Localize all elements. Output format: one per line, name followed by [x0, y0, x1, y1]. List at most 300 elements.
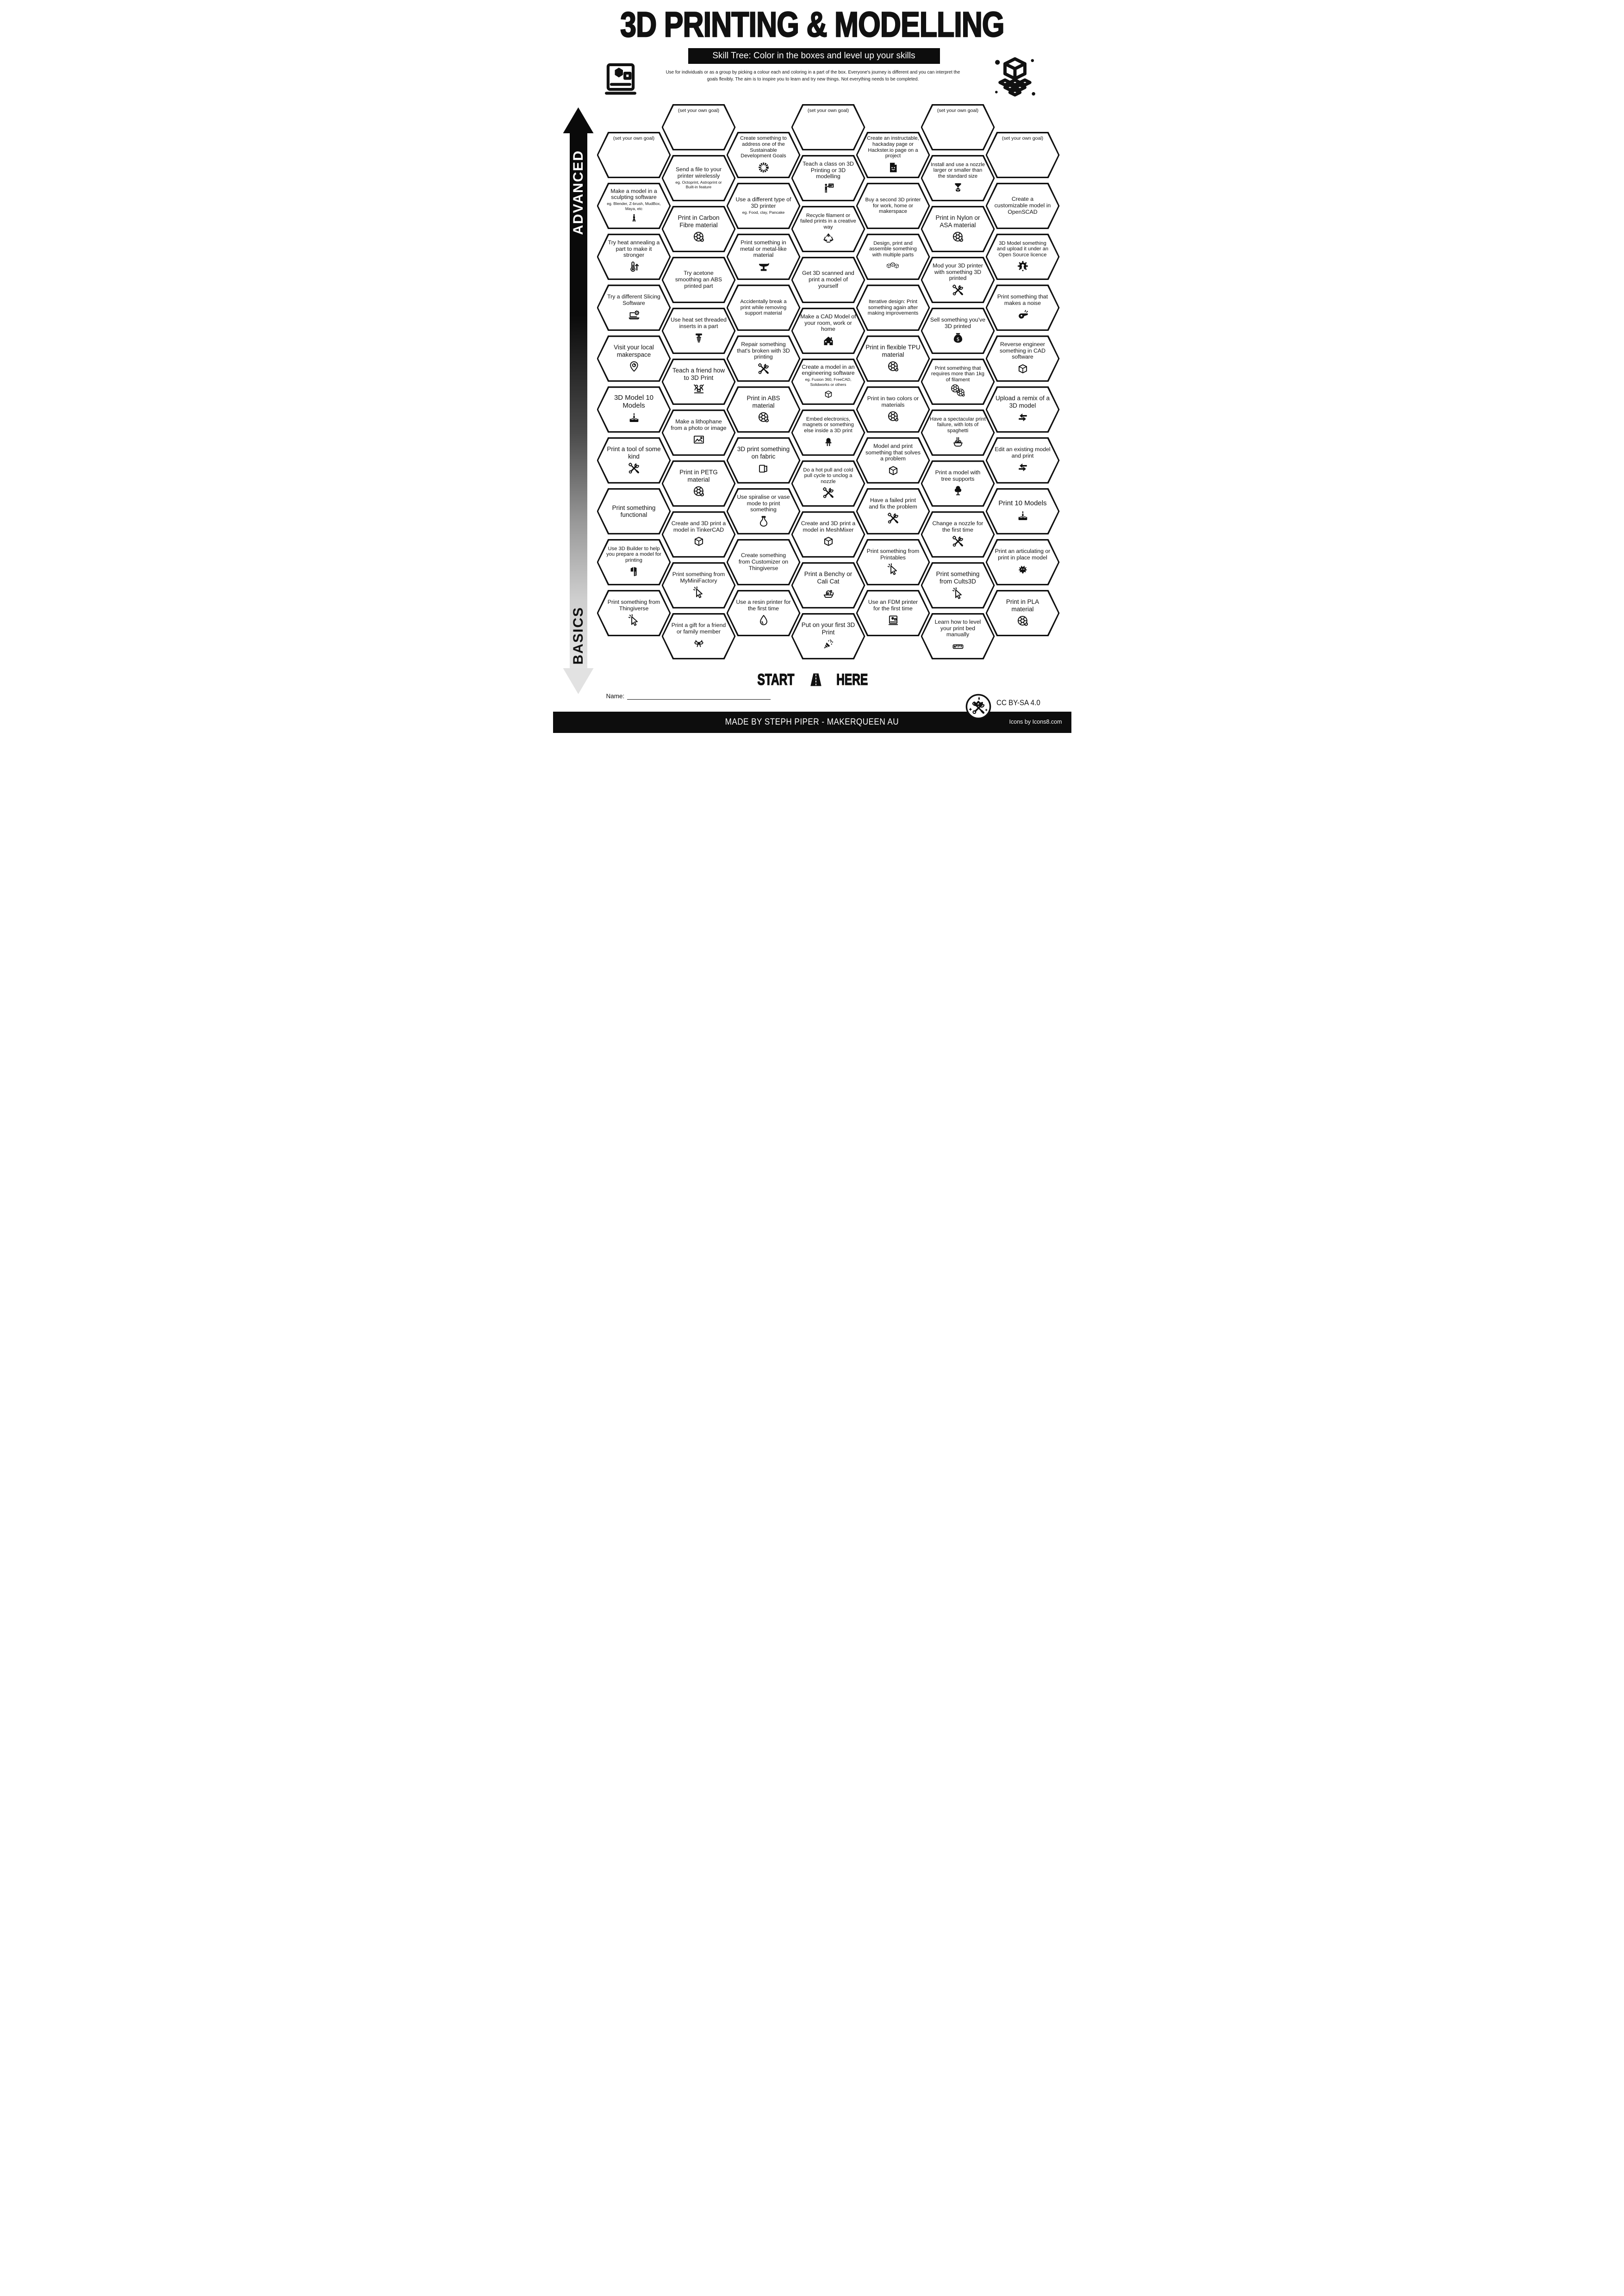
hex-content: [735, 134, 792, 176]
hex-use-a-different-type-of-3d-printer[interactable]: [727, 183, 801, 229]
photo-icon: [692, 433, 706, 447]
hex-print-a-model-with-tree-supports[interactable]: [921, 460, 995, 507]
hex-content: [930, 259, 986, 301]
hex-title: (set your own goal): [678, 108, 720, 113]
hex-title: Put on your first 3D Print: [801, 621, 855, 636]
hex-print-in-petg-material[interactable]: [662, 460, 736, 507]
recycle-icon: [821, 231, 835, 245]
tools-icon: [951, 283, 965, 297]
hex-title: Learn how to level your print bed manually: [934, 618, 981, 638]
made-by: MADE BY STEPH PIPER - MAKERQUEEN AU: [725, 717, 899, 727]
hex-content: [800, 259, 857, 301]
dragon-icon: [1016, 562, 1030, 576]
hex-print-something-from-printables[interactable]: [856, 539, 930, 585]
hex-title: Print a Benchy or Cali Cat: [804, 571, 852, 585]
spool-icon: [951, 230, 965, 244]
hex-teach-a-class-on-3d-printing-or-3d-modelli[interactable]: [791, 155, 865, 201]
hex-print-something-from-cults3d[interactable]: [921, 562, 995, 608]
hex-title: Use a resin printer for the first time: [736, 598, 791, 612]
nozzle-icon: [951, 180, 965, 194]
hex-subtitle: eg. Blender, Z-brush, MudBox, Maya, etc: [607, 201, 661, 211]
hex-title: Teach a friend how to 3D Print: [672, 367, 725, 381]
intro-text: Use for individuals or as a group by picking a colour each and coloring in a part of the box. Everyone's journey is different and you can interpret the goals flexibly. The aim is to inspire you to learn and try new things. Not everything needs to be completed.: [666, 70, 960, 82]
hex-title: Use spiralise or vase mode to print something: [737, 493, 790, 513]
vase-icon: [757, 515, 771, 528]
hex-have-a-failed-print-and-fix-the-problem[interactable]: [856, 488, 930, 534]
hex-content: [930, 615, 986, 657]
hex-content: [995, 338, 1051, 379]
hex-3d-print-something-on-fabric[interactable]: [727, 437, 801, 484]
tools-icon: [951, 534, 965, 548]
hex-title: Have a spectacular print failure, with lots of spaghetti: [930, 416, 986, 434]
hex-visit-your-local-makerspace[interactable]: [597, 335, 671, 382]
hex-content: [995, 389, 1051, 430]
remix-icon: [1016, 460, 1030, 474]
hex-content: [995, 236, 1051, 278]
hex-title: Print a model with tree supports: [935, 469, 981, 482]
screw-icon: [692, 331, 706, 345]
hex-install-and-use-a-nozzle-larger-or-smaller[interactable]: [921, 155, 995, 201]
hex-content: [995, 185, 1051, 227]
hex-get-3d-scanned-and-print-a-model-of-yourse[interactable]: [791, 257, 865, 303]
hex-title: Use 3D Builder to help you prepare a model for printing: [606, 546, 661, 563]
name-row: [606, 692, 771, 700]
hex-try-a-different-slicing-software[interactable]: [597, 285, 671, 331]
hex-set-your-own-goal[interactable]: [986, 132, 1060, 178]
cursor-icon: [692, 585, 706, 599]
hex-content: [865, 236, 921, 278]
hex-title: Print something that requires more than 1kg of filament: [931, 365, 985, 383]
hex-content: [865, 338, 921, 379]
fabric-icon: [757, 461, 771, 475]
hex-content: [865, 287, 921, 329]
led-icon: [821, 435, 835, 449]
hex-content: [671, 615, 727, 657]
hex-content: [995, 134, 1051, 176]
osgear-icon: [1016, 259, 1030, 273]
hex-content: [671, 157, 727, 199]
hex-content: [735, 490, 792, 532]
hex-title: Iterative design: Print something again after making improvements: [867, 299, 919, 316]
presenter-icon: [821, 181, 835, 195]
hex-print-something-from-thingiverse[interactable]: [597, 590, 671, 636]
hex-print-in-pla-material[interactable]: [986, 590, 1060, 636]
hex-content: [930, 310, 986, 352]
cube-icon: [1016, 362, 1030, 376]
hex-upload-a-remix-of-a-3d-model[interactable]: [986, 386, 1060, 433]
hex-content: [800, 310, 857, 352]
hex-content: [865, 490, 921, 532]
hex-content: [606, 236, 662, 278]
hex-content: [606, 490, 662, 532]
hex-content: [606, 185, 662, 227]
hex-set-your-own-goal[interactable]: [791, 104, 865, 150]
hex-make-a-lithophane-from-a-photo-or-image[interactable]: [662, 410, 736, 456]
hex-content: [671, 361, 727, 403]
spool-icon: [886, 360, 900, 373]
hex-title: 3D Model something and upload it under an Open Source licence: [996, 240, 1049, 258]
hex-title: Change a nozzle for the first time: [932, 520, 983, 533]
pin-icon: [627, 360, 641, 373]
hex-title: Get 3D scanned and print a model of yourself: [802, 270, 854, 289]
hex-title: Create a model in an engineering software: [802, 363, 855, 377]
hex-print-in-nylon-or-asa-material[interactable]: [921, 206, 995, 252]
hex-try-acetone-smoothing-an-abs-printed-part[interactable]: [662, 257, 736, 303]
spools-icon: [951, 384, 965, 398]
hex-content: [606, 592, 662, 634]
hex-teach-a-friend-how-to-3d-print[interactable]: [662, 359, 736, 405]
hex-title: Design, print and assemble something with multiple parts: [869, 240, 917, 258]
hex-3d-model-something-and-upload-it-under-an-[interactable]: [986, 234, 1060, 280]
hex-title: Try acetone smoothing an ABS printed part: [675, 270, 722, 289]
hex-content: [606, 287, 662, 329]
hex-title: Embed electronics, magnets or something else inside a 3D print: [803, 416, 854, 434]
hex-content: [671, 565, 727, 606]
hex-content: [930, 412, 986, 453]
hex-title: Have a failed print and fix the problem: [869, 496, 917, 510]
hex-title: Use an FDM printer for the first time: [868, 598, 918, 612]
statue-icon: [628, 213, 640, 224]
hex-title: Try a different Slicing Software: [607, 293, 660, 306]
hex-create-something-to-address-one-of-the-sus[interactable]: [727, 132, 801, 178]
hex-content: [865, 592, 921, 634]
hex-title: (set your own goal): [807, 108, 849, 113]
hex-buy-a-second-3d-printer-for-work-home-or-m[interactable]: [856, 183, 930, 229]
hex-title: Print something that makes a noise: [997, 293, 1048, 306]
hex-print-something-from-myminifactory[interactable]: [662, 562, 736, 608]
hex-content: [865, 134, 921, 176]
hex-have-a-spectacular-print-failure-with-lots[interactable]: [921, 410, 995, 456]
hex-set-your-own-goal[interactable]: [921, 104, 995, 150]
hex-use-3d-builder-to-help-you-prepare-a-model[interactable]: [597, 539, 671, 585]
hex-title: Use heat set threaded inserts in a part: [671, 316, 727, 329]
teach-icon: [692, 383, 706, 397]
hex-content: [671, 259, 727, 301]
hex-content: [800, 565, 857, 606]
hex-title: Create and 3D print a model in TinkerCAD: [671, 520, 726, 533]
hex-title: 3D Model 10 Models: [614, 393, 654, 410]
hex-title: (set your own goal): [613, 136, 655, 141]
hex-title: 3D print something on fabric: [737, 446, 790, 460]
spool-icon: [886, 410, 900, 423]
hex-content: [930, 463, 986, 504]
hex-content: [995, 490, 1051, 532]
hex-content: [735, 440, 792, 481]
hex-title: Print in Carbon Fibre material: [678, 214, 720, 229]
hex-repair-something-that-s-broken-with-3d-pri[interactable]: [727, 335, 801, 382]
hex-use-a-resin-printer-for-the-first-time[interactable]: [727, 590, 801, 636]
hex-content: [735, 389, 792, 430]
hex-print-10-models[interactable]: [986, 488, 1060, 534]
hex-title: Create a customizable model in OpenSCAD: [994, 196, 1051, 215]
hex-content: [995, 592, 1051, 634]
hex-content: [800, 361, 857, 403]
hex-title: Make a CAD Model of your room, work or home: [800, 313, 856, 333]
start-here: [553, 669, 1071, 690]
droplet-icon: [757, 613, 771, 627]
hex-subtitle: eg. Fusion 360, FreeCAD, Solidworks or others: [805, 377, 852, 387]
hex-content: [930, 361, 986, 403]
spool-icon: [1016, 614, 1030, 628]
hex-title: Install and use a nozzle larger or smaller than the standard size: [931, 161, 985, 179]
cube-icon: [886, 464, 900, 478]
hex-title: Print something from MyMiniFactory: [672, 571, 725, 584]
start-label: START: [757, 670, 795, 689]
cursor-icon: [951, 586, 965, 600]
hex-content: [865, 389, 921, 430]
hex-content: [735, 185, 792, 227]
hex-content: [930, 565, 986, 606]
hex-content: [930, 514, 986, 555]
spool-icon: [757, 410, 771, 424]
hex-title: Sell something you've 3D printed: [930, 316, 986, 329]
cake-icon: [1016, 509, 1030, 523]
hex-sell-something-you-ve-3d-printed[interactable]: [921, 308, 995, 354]
anvil-icon: [757, 260, 771, 274]
hex-make-a-model-in-a-sculpting-software[interactable]: [597, 183, 671, 229]
hex-title: Use a different type of 3D printer: [735, 196, 791, 210]
hex-send-a-file-to-your-printer-wirelessly[interactable]: [662, 155, 736, 201]
hex-print-a-gift-for-a-friend-or-family-member[interactable]: [662, 613, 736, 659]
spaghetti-icon: [951, 435, 965, 449]
cursor-icon: [627, 613, 641, 627]
page-title: 3D PRINTING & MODELLING: [620, 5, 1004, 44]
hex-change-a-nozzle-for-the-first-time[interactable]: [921, 511, 995, 558]
hex-content: [671, 208, 727, 250]
hex-print-in-abs-material[interactable]: [727, 386, 801, 433]
hex-print-something-in-metal-or-metal-like-mat[interactable]: [727, 234, 801, 280]
hex-title: Visit your local makerspace: [614, 344, 654, 358]
hex-content: [800, 514, 857, 555]
slicer-icon: [627, 308, 641, 322]
road-icon: [807, 669, 825, 690]
hex-title: Create something to address one of the Sustainable Development Goals: [740, 136, 787, 159]
whistle-icon: [1016, 308, 1030, 322]
name-label: Name:: [606, 693, 625, 700]
hex-content: [735, 338, 792, 379]
hex-title: Send a file to your printer wirelessly: [675, 166, 722, 179]
hex-model-and-print-something-that-solves-a-pr[interactable]: [856, 437, 930, 484]
hex-try-heat-annealing-a-part-to-make-it-stron[interactable]: [597, 234, 671, 280]
subtitle-bar: [688, 48, 940, 64]
tools-icon: [757, 362, 771, 376]
hex-content: [995, 287, 1051, 329]
hex-create-an-instructable-hackaday-page-or-ha[interactable]: [856, 132, 930, 178]
hex-content: [606, 541, 662, 583]
hex-design-print-and-assemble-something-with-m[interactable]: [856, 234, 930, 280]
hex-title: Edit an existing model and print: [995, 446, 1051, 459]
hex-3d-model-10-models[interactable]: [597, 386, 671, 433]
hex-title: Print in two colors or materials: [867, 395, 919, 408]
sdg-icon: [757, 161, 771, 174]
hex-title: Print in PETG material: [679, 469, 718, 483]
hex-content: [995, 541, 1051, 583]
hex-content: [800, 106, 857, 148]
subtitle-text: Skill Tree: Color in the boxes and level up your skills: [712, 51, 915, 61]
hex-title: Create and 3D print a model in MeshMixer: [801, 520, 856, 533]
fdm-icon: [886, 613, 900, 627]
hex-use-an-fdm-printer-for-the-first-time[interactable]: [856, 590, 930, 636]
benchy-icon: [821, 586, 835, 600]
hex-create-and-3d-print-a-model-in-tinkercad[interactable]: [662, 511, 736, 558]
cube-icon: [821, 534, 835, 548]
hex-content: [671, 310, 727, 352]
hex-title: Reverse engineer something in CAD software: [999, 341, 1046, 360]
license-label: CC BY-SA 4.0: [996, 699, 1040, 707]
hex-title: Print an articulating or print in place model: [995, 547, 1051, 561]
hex-make-a-cad-model-of-your-room-work-or-home[interactable]: [791, 308, 865, 354]
spool-icon: [692, 484, 706, 498]
thermo-icon: [627, 260, 641, 274]
hex-title: Try heat annealing a part to make it stronger: [608, 239, 660, 259]
hex-content: [800, 412, 857, 453]
makerqueen-logo-icon: [965, 693, 992, 720]
hex-content: [671, 463, 727, 504]
hex-print-something-functional[interactable]: [597, 488, 671, 534]
footer-bar: [553, 712, 1071, 733]
hex-subtitle: eg. Food, clay, Pancake: [742, 210, 785, 215]
hex-print-in-carbon-fibre-material[interactable]: [662, 206, 736, 252]
hex-content: [995, 440, 1051, 481]
name-input[interactable]: [627, 692, 771, 700]
hex-content: [606, 338, 662, 379]
hex-do-a-hot-pull-and-cold-pull-cycle-to-unclo[interactable]: [791, 460, 865, 507]
hex-title: Teach a class on 3D Printing or 3D modelling: [803, 160, 854, 180]
party-icon: [821, 637, 835, 651]
tools-icon: [821, 486, 835, 500]
bow-icon: [692, 636, 706, 650]
hex-embed-electronics-magnets-or-something-els[interactable]: [791, 410, 865, 456]
hex-print-in-flexible-tpu-material[interactable]: [856, 335, 930, 382]
bag-icon: [951, 331, 965, 345]
hex-put-on-your-first-3d-print[interactable]: [791, 613, 865, 659]
doc-icon: [886, 161, 900, 174]
cursor-icon: [886, 562, 900, 576]
hex-content: [865, 185, 921, 227]
hex-title: Print a tool of some kind: [607, 446, 661, 460]
hex-content: [606, 134, 662, 176]
hex-content: [800, 615, 857, 657]
hex-title: Make a model in a sculpting software: [610, 187, 657, 201]
arrow-up-icon: [563, 107, 594, 133]
hex-print-a-benchy-or-cali-cat[interactable]: [791, 562, 865, 608]
hex-title: Do a hot pull and cold pull cycle to unclog a nozzle: [803, 467, 853, 484]
hex-content: [930, 157, 986, 199]
cube-icon: [823, 389, 834, 400]
hex-title: Create an instructable, hackaday page or Hackster.io page on a project: [867, 136, 919, 159]
hex-print-an-articulating-or-print-in-place-mo[interactable]: [986, 539, 1060, 585]
here-label: HERE: [836, 670, 868, 689]
hex-title: Print 10 Models: [998, 499, 1047, 508]
hex-title: Print in PLA material: [1006, 598, 1039, 613]
hex-content: [735, 541, 792, 583]
hex-title: Print something in metal or metal-like material: [740, 239, 787, 259]
icons-credit: Icons by Icons8.com: [1009, 719, 1062, 725]
hex-content: [671, 412, 727, 453]
hex-title: Print something from Printables: [866, 547, 920, 561]
cube-icon: [692, 534, 706, 548]
builder-icon: [627, 565, 641, 578]
hex-title: Print in Nylon or ASA material: [935, 214, 980, 229]
hex-set-your-own-goal[interactable]: [662, 104, 736, 150]
hex-reverse-engineer-something-in-cad-software[interactable]: [986, 335, 1060, 382]
hex-title: Print in ABS material: [747, 395, 780, 409]
printer-logo-icon: [597, 55, 644, 102]
hex-title: Create something from Customizer on Thingiverse: [738, 552, 789, 571]
hex-create-a-customizable-model-in-openscad[interactable]: [986, 183, 1060, 229]
hex-use-spiralise-or-vase-mode-to-print-someth[interactable]: [727, 488, 801, 534]
remix-icon: [1016, 410, 1030, 424]
tree-icon: [951, 484, 965, 497]
hex-subtitle: eg. Octoprint, Astroprint or Built-in feature: [675, 180, 722, 190]
hex-content: [671, 514, 727, 555]
hex-create-a-model-in-an-engineering-software[interactable]: [791, 359, 865, 405]
hex-content: [865, 541, 921, 583]
hex-title: Print in flexible TPU material: [865, 344, 921, 358]
hex-accidentally-break-a-print-while-removing-[interactable]: [727, 285, 801, 331]
hex-print-in-two-colors-or-materials[interactable]: [856, 386, 930, 433]
hex-title: Repair something that's broken with 3D printing: [737, 341, 790, 360]
hex-content: [930, 106, 986, 148]
hex-print-a-tool-of-some-kind[interactable]: [597, 437, 671, 484]
hex-title: Model and print something that solves a problem: [865, 442, 921, 462]
hex-content: [735, 592, 792, 634]
ruler-icon: [951, 639, 965, 653]
tools-icon: [886, 511, 900, 525]
hex-title: Accidentally break a print while removing support material: [740, 299, 787, 316]
hex-mod-your-3d-printer-with-something-3d-prin[interactable]: [921, 257, 995, 303]
advanced-label: ADVANCED: [570, 150, 586, 235]
hex-content: [735, 236, 792, 278]
spool-icon: [692, 230, 706, 244]
hex-title: Buy a second 3D printer for work, home or makerspace: [865, 197, 921, 215]
hex-content: [800, 463, 857, 504]
hex-content: [735, 287, 792, 329]
hex-iterative-design-print-something-again-aft[interactable]: [856, 285, 930, 331]
hex-content: [606, 389, 662, 430]
hex-print-something-that-requires-more-than-1k[interactable]: [921, 359, 995, 405]
hex-create-something-from-customizer-on-thingi[interactable]: [727, 539, 801, 585]
hex-recycle-filament-or-failed-prints-in-a-cre[interactable]: [791, 206, 865, 252]
hex-content: [606, 440, 662, 481]
cubes-icon: [886, 259, 900, 273]
hex-title: (set your own goal): [937, 108, 979, 113]
hex-content: [800, 208, 857, 250]
hex-content: [671, 106, 727, 148]
hex-title: Upload a remix of a 3D model: [995, 395, 1050, 409]
cake-icon: [627, 411, 641, 425]
tools-icon: [627, 461, 641, 475]
hex-print-something-that-makes-a-noise[interactable]: [986, 285, 1060, 331]
hex-create-and-3d-print-a-model-in-meshmixer[interactable]: [791, 511, 865, 558]
poster: [553, 0, 1071, 733]
hex-title: Print a gift for a friend or family member: [671, 621, 726, 635]
hex-use-heat-set-threaded-inserts-in-a-part[interactable]: [662, 308, 736, 354]
hex-title: (set your own goal): [1002, 136, 1044, 141]
hex-edit-an-existing-model-and-print[interactable]: [986, 437, 1060, 484]
hex-set-your-own-goal[interactable]: [597, 132, 671, 178]
house-icon: [821, 334, 835, 348]
hex-content: [865, 440, 921, 481]
hex-learn-how-to-level-your-print-bed-manually[interactable]: [921, 613, 995, 659]
hex-title: Mod your 3D printer with something 3D printed: [933, 262, 983, 282]
hex-title: Recycle filament or failed prints in a creative way: [800, 212, 856, 230]
hex-title: Make a lithophane from a photo or image: [671, 418, 727, 431]
hex-content: [800, 157, 857, 199]
hex-title: Print something from Thingiverse: [607, 598, 660, 612]
basics-label: BASICS: [570, 606, 586, 664]
hex-title: Print something from Cults3D: [936, 571, 980, 585]
